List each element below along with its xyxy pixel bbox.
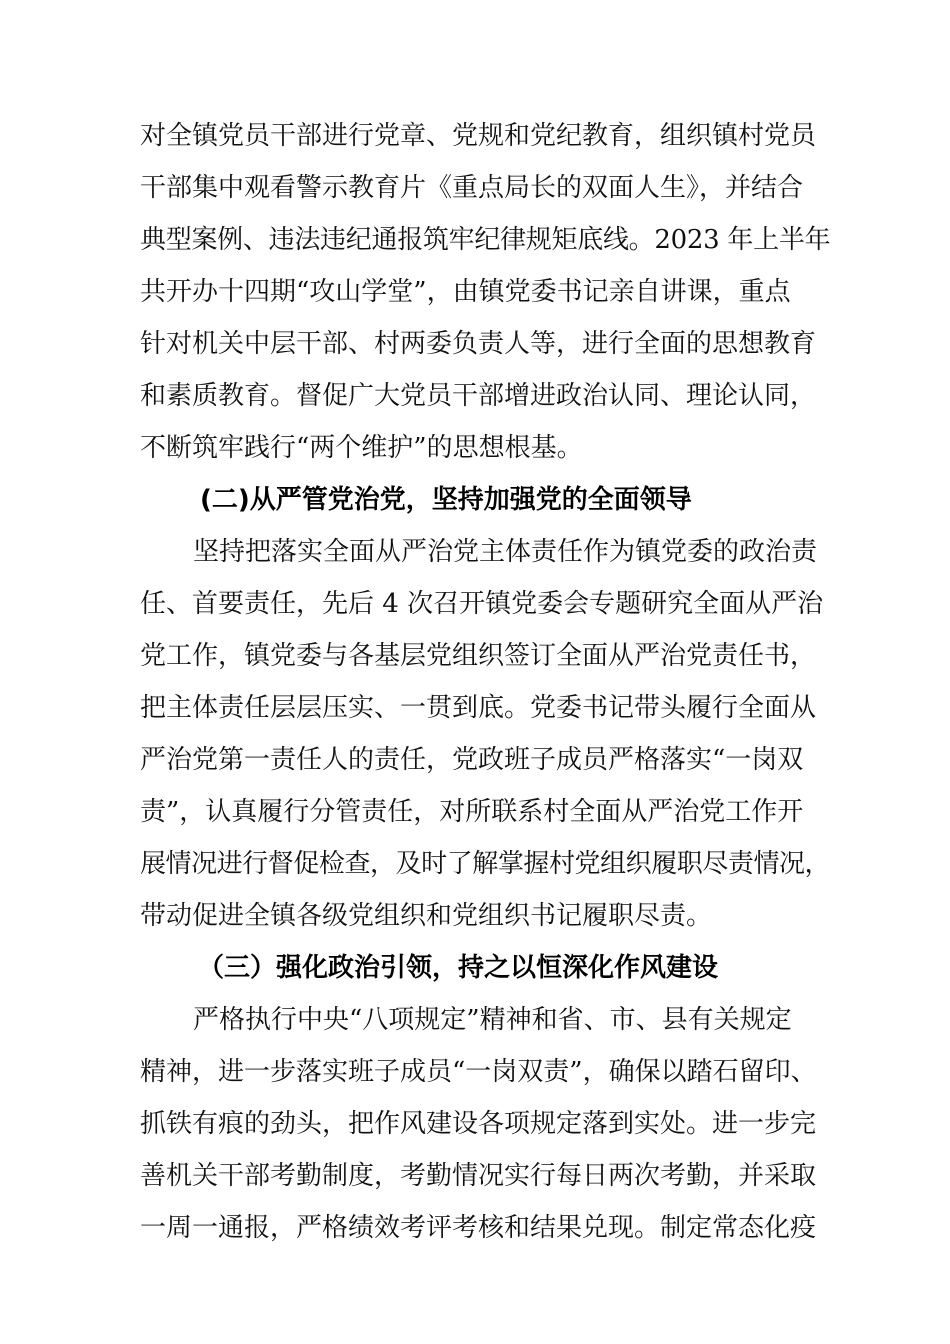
paragraph-2-line-3: 党工作，镇党委与各基层党组织签订全面从严治党责任书， xyxy=(140,641,817,671)
paragraph-3-line-5: 一周一通报，严格绩效考评考核和结果兑现。制定常态化疫 xyxy=(140,1213,817,1243)
paragraph-3-line-3: 抓铁有痕的劲头，把作风建设各项规定落到实处。进一步完 xyxy=(140,1109,817,1139)
paragraph-2-line-6: 责”，认真履行分管责任，对所联系村全面从严治党工作开 xyxy=(140,797,804,827)
section-heading-3: （三）强化政治引领，持之以恒深化作风建设 xyxy=(198,953,719,983)
paragraph-3-line-1: 严格执行中央“八项规定”精神和省、市、县有关规定 xyxy=(193,1005,792,1035)
paragraph-2-line-4: 把主体责任层层压实、一贯到底。党委书记带头履行全面从 xyxy=(140,693,817,723)
paragraph-1-line-6: 和素质教育。督促广大党员干部增进政治认同、理论认同， xyxy=(140,381,817,411)
paragraph-3-line-4: 善机关干部考勤制度，考勤情况实行每日两次考勤，并采取 xyxy=(140,1161,817,1191)
paragraph-1-line-2: 干部集中观看警示教育片《重点局长的双面人生》，并结合 xyxy=(140,173,804,203)
paragraph-1-line-4: 共开办十四期“攻山学堂”，由镇党委书记亲自讲课，重点 xyxy=(140,277,791,307)
paragraph-1-line-1: 对全镇党员干部进行党章、党规和党纪教育，组织镇村党员 xyxy=(140,121,817,151)
paragraph-3-line-2: 精神，进一步落实班子成员“一岗双责”，确保以踏石留印、 xyxy=(140,1057,817,1087)
paragraph-2-line-7: 展情况进行督促检查，及时了解掌握村党组织履职尽责情况， xyxy=(140,849,831,879)
paragraph-2-line-5: 严治党第一责任人的责任，党政班子成员严格落实“一岗双 xyxy=(140,745,804,775)
paragraph-2-line-8: 带动促进全镇各级党组织和党组织书记履职尽责。 xyxy=(140,901,713,931)
paragraph-1-line-7: 不断筑牢践行“两个维护”的思想根基。 xyxy=(140,433,583,463)
section-heading-2: (二)从严管党治党，坚持加强党的全面领导 xyxy=(200,485,692,515)
paragraph-2-line-2: 任、首要责任，先后 4 次召开镇党委会专题研究全面从严治 xyxy=(140,589,824,619)
paragraph-2-line-1: 坚持把落实全面从严治党主体责任作为镇党委的政治责 xyxy=(193,537,818,567)
paragraph-1-line-3: 典型案例、违法违纪通报筑牢纪律规矩底线。2023 年上半年 xyxy=(140,225,831,255)
paragraph-1-line-5: 针对机关中层干部、村两委负责人等，进行全面的思想教育 xyxy=(140,329,817,359)
